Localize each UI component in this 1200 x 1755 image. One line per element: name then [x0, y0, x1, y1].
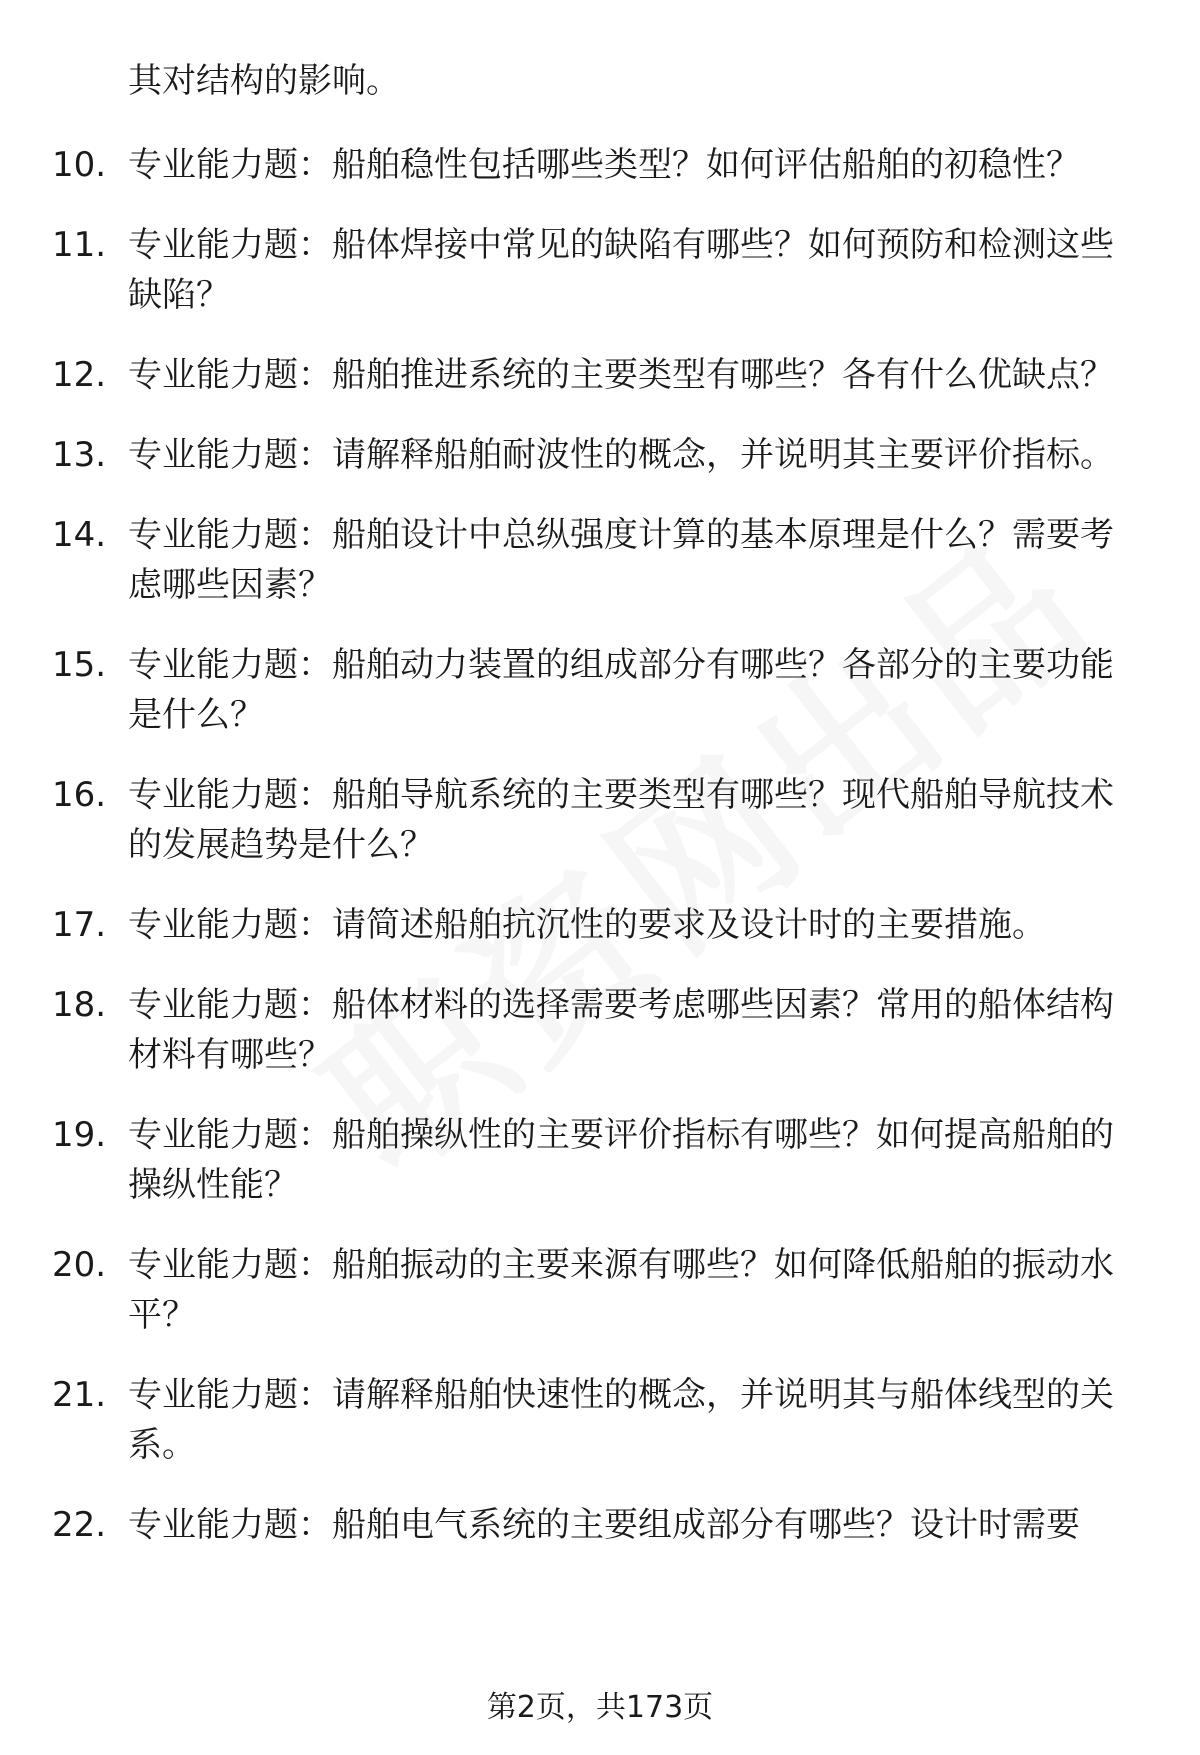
page-footer: 第2页，共173页	[486, 1690, 714, 1725]
item-number: 11.	[52, 225, 107, 265]
item-text: 专业能力题：船舶推进系统的主要类型有哪些？各有什么优缺点？	[128, 355, 1114, 395]
list-item	[0, 350, 1200, 400]
item-text: 专业能力题：请解释船舶快速性的概念，并说明其与船体线型的关系。	[128, 1375, 1114, 1465]
item-number: 17.	[52, 905, 107, 945]
item-number: 15.	[52, 645, 107, 685]
list-item	[0, 140, 1200, 190]
item-text: 专业能力题：船舶稳性包括哪些类型？如何评估船舶的初稳性？	[128, 145, 1080, 185]
item-number: 19.	[52, 1115, 107, 1155]
list-item	[0, 220, 1200, 320]
item-text: 专业能力题：船舶振动的主要来源有哪些？如何降低船舶的振动水平？	[128, 1245, 1114, 1335]
item-text: 专业能力题：船舶导航系统的主要类型有哪些？现代船舶导航技术的发展趋势是什么？	[128, 775, 1114, 865]
item-text: 专业能力题：请简述船舶抗沉性的要求及设计时的主要措施。	[128, 905, 1046, 945]
continuation-text: 其对结构的影响。	[128, 61, 400, 101]
item-text: 专业能力题：请解释船舶耐波性的概念，并说明其主要评价指标。	[128, 435, 1114, 475]
item-number: 21.	[52, 1375, 107, 1415]
item-text: 专业能力题：船体焊接中常见的缺陷有哪些？如何预防和检测这些缺陷？	[128, 225, 1114, 315]
list-item	[0, 1370, 1200, 1470]
item-text: 专业能力题：船舶电气系统的主要组成部分有哪些？设计时需要	[128, 1505, 1080, 1545]
list-item	[0, 640, 1200, 740]
item-number: 20.	[52, 1245, 107, 1285]
list-item	[0, 900, 1200, 950]
item-text: 专业能力题：船舶设计中总纵强度计算的基本原理是什么？需要考虑哪些因素？	[128, 515, 1114, 605]
item-text: 专业能力题：船舶动力装置的组成部分有哪些？各部分的主要功能是什么？	[128, 645, 1114, 735]
list-item	[0, 1240, 1200, 1340]
item-number: 22.	[52, 1505, 107, 1545]
list-item	[0, 430, 1200, 480]
list-item	[0, 1500, 1200, 1550]
list-item	[0, 980, 1200, 1080]
list-item	[0, 770, 1200, 870]
item-text: 专业能力题：船舶操纵性的主要评价指标有哪些？如何提高船舶的操纵性能？	[128, 1115, 1114, 1205]
list-item	[0, 510, 1200, 610]
item-number: 14.	[52, 515, 107, 555]
question-list	[0, 140, 1200, 1580]
item-number: 18.	[52, 985, 107, 1025]
item-number: 13.	[52, 435, 107, 475]
item-number: 10.	[52, 145, 107, 185]
item-number: 16.	[52, 775, 107, 815]
item-number: 12.	[52, 355, 107, 395]
list-item	[0, 1110, 1200, 1210]
item-text: 专业能力题：船体材料的选择需要考虑哪些因素？常用的船体结构材料有哪些？	[128, 985, 1114, 1075]
